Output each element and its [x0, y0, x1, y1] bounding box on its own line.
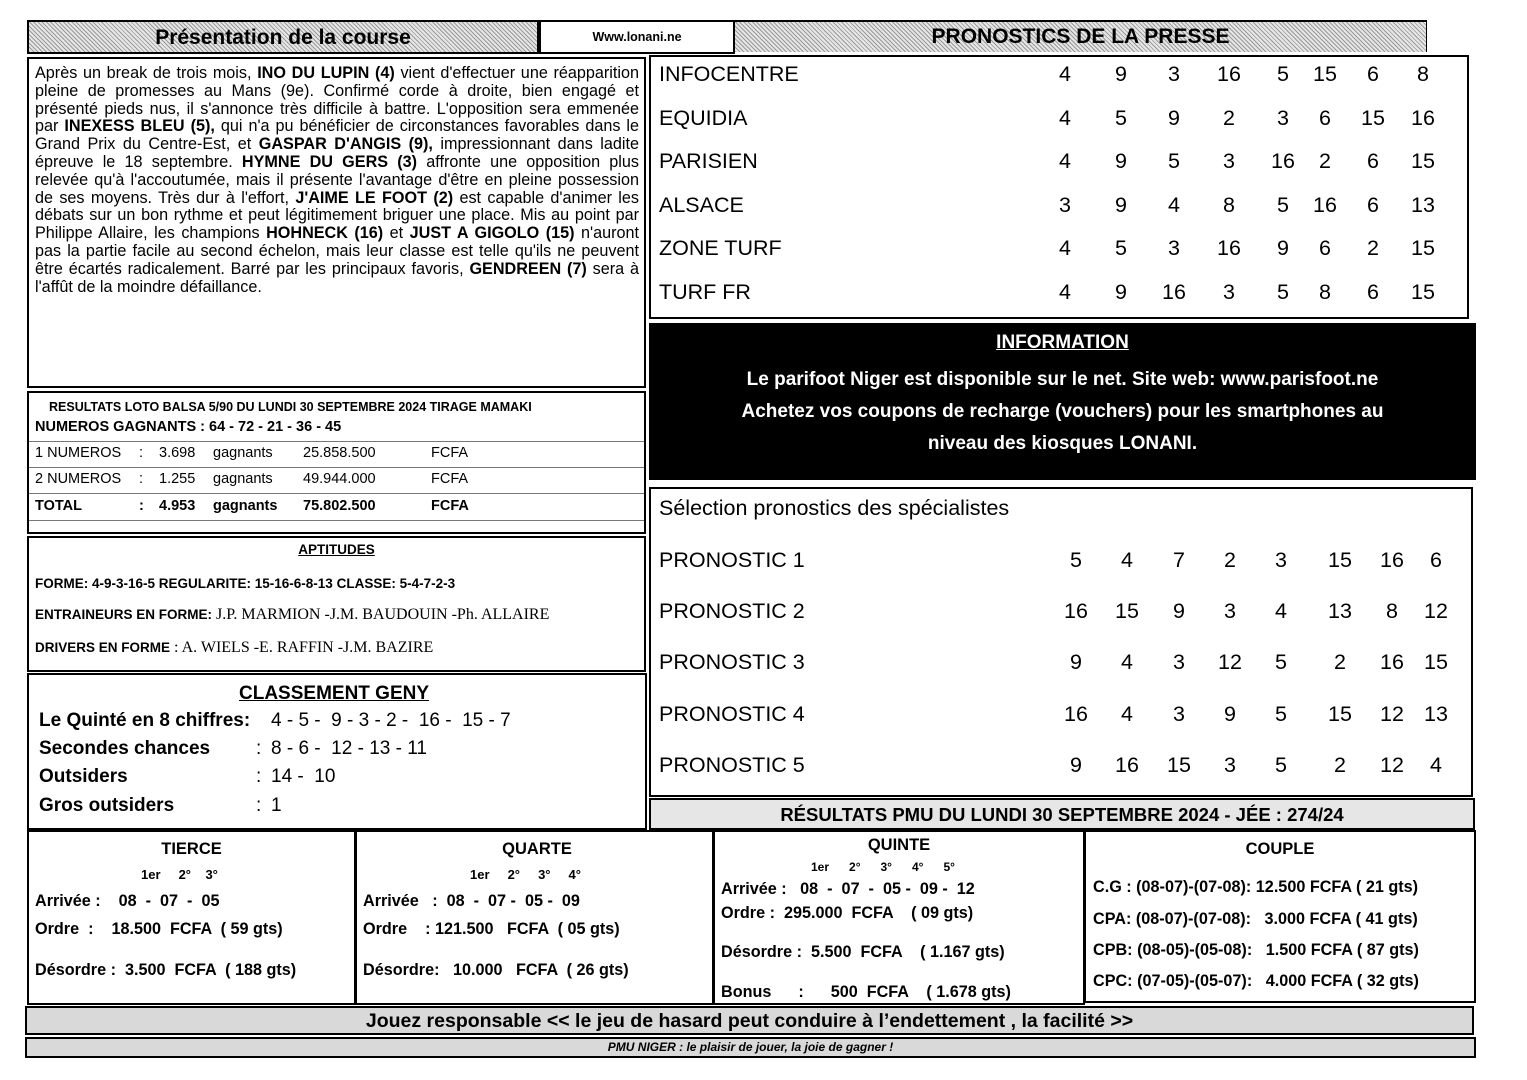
information-line: Achetez vos coupons de recharge (vouchers) pour les smartphones au — [741, 401, 1384, 422]
press-number: 16 — [1271, 149, 1295, 173]
loto-word: gagnants — [213, 445, 273, 461]
loto-row — [35, 445, 635, 465]
quarte-places: 1er 2° 3° 4° — [470, 867, 581, 882]
presentation-text: n'auront pas la partie facile au second échelon, mais leur classe est telle qu'ils ne peuvent être écartés radicalement. Barré par les principaux favoris, — [35, 224, 639, 278]
press-row — [659, 62, 1459, 92]
pronostic-row — [659, 650, 1467, 680]
pronostic-number: 9 — [1070, 753, 1082, 777]
pronostic-number: 15 — [1115, 599, 1139, 623]
presentation-text: qui n'a pu bénéficier de circonstances favorables dans le Grand Prix du Centre-Est, et — [35, 117, 639, 154]
classement-geny-box — [27, 673, 647, 830]
loto-count: 1.255 — [159, 471, 196, 487]
pronostic-number: 12 — [1218, 650, 1242, 674]
loto-label: 1 NUMEROS — [35, 445, 122, 461]
quinte-ordre: Ordre : 295.000 FCFA ( 09 gts) — [721, 904, 974, 922]
pronostic-number: 3 — [1224, 599, 1236, 623]
loto-separator — [29, 467, 644, 468]
pronostic-row — [659, 702, 1467, 732]
loto-count: 3.698 — [159, 445, 196, 461]
pronostic-number: 16 — [1380, 650, 1404, 674]
press-number: 5 — [1115, 236, 1127, 260]
press-number: 9 — [1115, 149, 1127, 173]
press-number: 6 — [1367, 149, 1379, 173]
pmu-results-header: RÉSULTATS PMU DU LUNDI 30 SEPTEMBRE 2024 - JÉE : 274/24 — [649, 798, 1475, 830]
presentation-header — [27, 20, 539, 54]
drivers-label: DRIVERS EN FORME — [35, 640, 171, 655]
loto-winning-numbers: NUMEROS GAGNANTS : 64 - 72 - 21 - 36 - 45 — [35, 419, 342, 435]
geny-label: Outsiders — [39, 766, 128, 787]
geny-colon: : — [256, 738, 262, 759]
loto-cur: FCFA — [431, 498, 469, 514]
pronostic-number: 2 — [1334, 650, 1346, 674]
press-number: 2 — [1223, 106, 1235, 130]
pronostic-number: 4 — [1275, 599, 1287, 623]
press-source-name: ALSACE — [659, 193, 744, 217]
couple-row: CPC: (07-05)-(05-07): 4.000 FCFA ( 32 gts) — [1093, 972, 1419, 990]
press-number: 2 — [1367, 236, 1379, 260]
press-source-name: INFOCENTRE — [659, 62, 799, 86]
geny-value: 8 - 6 - 12 - 13 - 11 — [271, 738, 427, 759]
pronostic-number: 5 — [1275, 753, 1287, 777]
presentation-text: impressionnant dans ladite épreuve le 18 septembre. — [35, 135, 639, 171]
press-row — [659, 106, 1459, 136]
loto-separator — [29, 520, 644, 521]
press-number: 3 — [1168, 236, 1180, 260]
pronostic-row — [659, 599, 1467, 629]
press-number: 9 — [1115, 62, 1127, 86]
press-number: 4 — [1059, 106, 1071, 130]
couple-row: C.G : (08-07)-(07-08): 12.500 FCFA ( 21 gts) — [1093, 878, 1419, 896]
loto-row — [35, 498, 635, 518]
pronostic-number: 2 — [1224, 548, 1236, 572]
pronostic-number: 4 — [1121, 702, 1133, 726]
responsible-gaming-banner: Jouez responsable << le jeu de hasard peut conduire à l’endettement , la facilité >> — [25, 1006, 1474, 1035]
loto-word: gagnants — [213, 498, 278, 514]
drivers-value: : A. WIELS -E. RAFFIN -J.M. BAZIRE — [170, 639, 434, 656]
loto-colon: : — [139, 498, 144, 514]
information-title: INFORMATION — [996, 332, 1129, 353]
pronostic-row — [659, 753, 1467, 783]
pronostic-number: 3 — [1173, 650, 1185, 674]
specialists-pronostics-table — [649, 487, 1473, 797]
geny-value: 1 — [271, 795, 282, 816]
pronostic-number: 12 — [1380, 753, 1404, 777]
press-number: 6 — [1367, 193, 1379, 217]
press-number: 13 — [1411, 193, 1435, 217]
press-number: 4 — [1168, 193, 1180, 217]
press-title: PRONOSTICS DE LA PRESSE — [931, 25, 1230, 48]
pronostic-number: 9 — [1224, 702, 1236, 726]
quinte-arrivee: Arrivée : 08 - 07 - 05 - 09 - 12 — [721, 880, 975, 898]
press-number: 3 — [1223, 149, 1235, 173]
geny-colon: : — [256, 766, 262, 787]
pronostic-number: 16 — [1380, 548, 1404, 572]
loto-count: 4.953 — [159, 498, 196, 514]
press-number: 8 — [1223, 193, 1235, 217]
tierce-box — [27, 830, 356, 1005]
press-number: 9 — [1115, 280, 1127, 304]
press-number: 9 — [1115, 193, 1127, 217]
loto-amount: 75.802.500 — [303, 498, 376, 514]
presentation-paragraph — [35, 65, 639, 296]
press-number: 8 — [1417, 62, 1429, 86]
loto-colon: : — [139, 445, 144, 461]
couple-box — [1084, 830, 1476, 1003]
press-header — [735, 20, 1427, 52]
press-number: 3 — [1168, 62, 1180, 86]
pronostic-number: 4 — [1121, 650, 1133, 674]
geny-colon: : — [256, 795, 262, 816]
press-row — [659, 149, 1459, 179]
pronostic-number: 12 — [1424, 599, 1448, 623]
pronostic-number: 13 — [1424, 702, 1448, 726]
press-number: 16 — [1162, 280, 1186, 304]
entraineurs-label: ENTRAINEURS EN FORME: — [35, 607, 213, 622]
press-number: 4 — [1059, 62, 1071, 86]
geny-label: Le Quinté en 8 chiffres: — [39, 710, 251, 731]
presentation-title: Présentation de la course — [155, 26, 411, 49]
pronostic-number: 5 — [1070, 548, 1082, 572]
quinte-box — [713, 830, 1085, 1005]
presentation-text: affronte une opposition plus relevée qu'à l'accoutumée, mais il présente l'avantage d'être en pleine possession de ses moyens. Très dur à l'effort, — [35, 152, 639, 207]
horse-name: GENDREEN (7) — [469, 259, 587, 278]
quarte-ordre: Ordre : 121.500 FCFA ( 05 gts) — [363, 920, 620, 938]
press-number: 2 — [1319, 149, 1331, 173]
loto-row — [35, 471, 635, 491]
pronostic-number: 16 — [1115, 753, 1139, 777]
presentation-text: est capable d'animer les débats sur un bon rythme et peut légitimement briguer une place. Mis au point par Philippe Allaire, les champions — [35, 188, 639, 243]
pronostic-name: PRONOSTIC 1 — [659, 548, 805, 572]
pronostic-number: 7 — [1173, 548, 1185, 572]
pronostic-name: PRONOSTIC 2 — [659, 599, 805, 623]
press-number: 15 — [1411, 280, 1435, 304]
loto-amount: 25.858.500 — [303, 445, 376, 461]
website-box — [539, 20, 735, 54]
press-number: 3 — [1277, 106, 1289, 130]
aptitudes-drivers — [35, 639, 433, 657]
loto-separator — [29, 441, 644, 442]
loto-label: TOTAL — [35, 498, 82, 514]
pronostic-number: 4 — [1430, 753, 1442, 777]
press-number: 6 — [1319, 236, 1331, 260]
press-row — [659, 280, 1459, 310]
pronostic-number: 16 — [1064, 599, 1088, 623]
loto-separator — [29, 493, 644, 494]
press-row — [659, 236, 1459, 266]
press-number: 3 — [1059, 193, 1071, 217]
pronostic-number: 12 — [1380, 702, 1404, 726]
press-number: 5 — [1277, 193, 1289, 217]
horse-name: INO DU LUPIN (4) — [257, 64, 395, 82]
pronostic-name: PRONOSTIC 4 — [659, 702, 805, 726]
loto-colon: : — [139, 471, 144, 487]
pronostic-number: 3 — [1275, 548, 1287, 572]
press-number: 5 — [1115, 106, 1127, 130]
press-number: 15 — [1411, 149, 1435, 173]
loto-cur: FCFA — [431, 445, 469, 461]
quarte-arrivee: Arrivée : 08 - 07 - 05 - 09 — [363, 892, 580, 910]
pronostic-number: 2 — [1334, 753, 1346, 777]
press-source-name: PARISIEN — [659, 149, 758, 173]
presentation-text: et — [383, 224, 410, 243]
pronostic-number: 15 — [1167, 753, 1191, 777]
geny-value: 14 - 10 — [271, 766, 336, 787]
presentation-text-box — [27, 57, 646, 388]
pronostic-number: 15 — [1424, 650, 1448, 674]
loto-cur: FCFA — [431, 471, 469, 487]
loto-results-box — [27, 391, 646, 534]
press-number: 6 — [1367, 280, 1379, 304]
press-number: 8 — [1319, 280, 1331, 304]
information-line: niveau des kiosques LONANI. — [927, 433, 1198, 454]
geny-label: Gros outsiders — [39, 795, 175, 816]
press-number: 4 — [1059, 236, 1071, 260]
pmu-slogan: PMU NIGER : le plaisir de jouer, la joie de gagner ! — [25, 1037, 1476, 1058]
horse-name: JUST A GIGOLO (15) — [409, 224, 575, 243]
pronostic-number: 15 — [1328, 548, 1352, 572]
press-number: 5 — [1277, 62, 1289, 86]
quinte-title: QUINTE — [867, 836, 931, 854]
press-source-name: ZONE TURF — [659, 236, 782, 260]
couple-title: COUPLE — [1245, 840, 1315, 858]
quarte-title: QUARTE — [502, 840, 572, 858]
press-number: 15 — [1411, 236, 1435, 260]
press-number: 9 — [1277, 236, 1289, 260]
loto-title: RESULTATS LOTO BALSA 5/90 DU LUNDI 30 SEPTEMBRE 2024 TIRAGE MAMAKI — [49, 400, 532, 414]
pronostic-number: 13 — [1328, 599, 1352, 623]
couple-row: CPA: (08-07)-(07-08): 3.000 FCFA ( 41 gts) — [1093, 910, 1418, 928]
press-number: 15 — [1361, 106, 1385, 130]
aptitudes-box — [27, 536, 646, 672]
presentation-text: Après un break de trois mois, — [35, 64, 258, 82]
information-line: Le parifoot Niger est disponible sur le net. Site web: www.parisfoot.ne — [746, 369, 1379, 390]
geny-row — [39, 766, 639, 792]
loto-amount: 49.944.000 — [303, 471, 376, 487]
loto-word: gagnants — [213, 471, 273, 487]
press-number: 4 — [1059, 280, 1071, 304]
specialists-title: Sélection pronostics des spécialistes — [659, 496, 1010, 520]
geny-label: Secondes chances — [39, 738, 211, 759]
press-number: 3 — [1223, 280, 1235, 304]
horse-name: HYMNE DU GERS (3) — [241, 152, 418, 171]
press-number: 16 — [1411, 106, 1435, 130]
press-number: 6 — [1319, 106, 1331, 130]
press-number: 16 — [1217, 62, 1241, 86]
aptitudes-entraineurs — [35, 606, 549, 624]
pronostic-number: 5 — [1275, 650, 1287, 674]
information-block — [649, 323, 1476, 480]
pronostic-number: 16 — [1064, 702, 1088, 726]
horse-name: HOHNECK (16) — [266, 224, 384, 243]
aptitudes-title: APTITUDES — [298, 542, 375, 557]
pronostic-number: 8 — [1386, 599, 1398, 623]
press-number: 5 — [1168, 149, 1180, 173]
pronostic-number: 9 — [1173, 599, 1185, 623]
pronostic-number: 9 — [1070, 650, 1082, 674]
website-link[interactable]: Www.lonani.ne — [592, 30, 682, 44]
quinte-places: 1er 2° 3° 4° 5° — [811, 860, 955, 874]
tierce-title: TIERCE — [161, 840, 222, 858]
tierce-places: 1er 2° 3° — [141, 867, 218, 882]
tierce-ordre: Ordre : 18.500 FCFA ( 59 gts) — [35, 920, 283, 938]
horse-name: GASPAR D'ANGIS (9), — [258, 135, 433, 154]
pronostic-number: 3 — [1173, 702, 1185, 726]
presentation-text: vient d'effectuer une réapparition pleine de promesses au Mans (9e). Confirmé corde à droite, bien engagé et présenté pieds nus, il s'annonce très difficile à battre. L'opposition sera emmenée par — [35, 64, 639, 136]
pronostic-row — [659, 548, 1467, 578]
press-pronostics-table — [649, 55, 1469, 319]
tierce-arrivee: Arrivée : 08 - 07 - 05 — [35, 892, 220, 910]
press-number: 15 — [1313, 62, 1337, 86]
aptitudes-forme: FORME: 4-9-3-16-5 REGULARITE: 15-16-6-8-13 CLASSE: 5-4-7-2-3 — [35, 576, 456, 591]
pronostic-number: 4 — [1121, 548, 1133, 572]
pronostic-name: PRONOSTIC 5 — [659, 753, 805, 777]
pronostic-number: 6 — [1430, 548, 1442, 572]
quarte-desordre: Désordre: 10.000 FCFA ( 26 gts) — [363, 961, 629, 979]
quinte-bonus: Bonus : 500 FCFA ( 1.678 gts) — [721, 983, 1011, 1001]
geny-row — [39, 795, 639, 821]
horse-name: INEXESS BLEU (5), — [64, 117, 215, 136]
press-number: 16 — [1313, 193, 1337, 217]
pronostic-number: 15 — [1328, 702, 1352, 726]
pronostic-number: 3 — [1224, 753, 1236, 777]
press-source-name: EQUIDIA — [659, 106, 748, 130]
pronostic-name: PRONOSTIC 3 — [659, 650, 805, 674]
geny-value: 4 - 5 - 9 - 3 - 2 - 16 - 15 - 7 — [271, 710, 511, 731]
press-number: 16 — [1217, 236, 1241, 260]
quarte-box — [355, 830, 714, 1005]
horse-name: J'AIME LE FOOT (2) — [295, 188, 454, 207]
geny-row — [39, 738, 639, 764]
quinte-desordre: Désordre : 5.500 FCFA ( 1.167 gts) — [721, 943, 1005, 961]
press-number: 5 — [1277, 280, 1289, 304]
presentation-text: sera à l'affût de la moindre défaillance. — [35, 259, 639, 296]
press-number: 6 — [1367, 62, 1379, 86]
tierce-desordre: Désordre : 3.500 FCFA ( 188 gts) — [35, 961, 297, 979]
pronostic-number: 5 — [1275, 702, 1287, 726]
press-number: 9 — [1168, 106, 1180, 130]
entraineurs-value: J.P. MARMION -J.M. BAUDOUIN -Ph. ALLAIRE — [212, 606, 550, 623]
geny-title: CLASSEMENT GENY — [239, 683, 430, 704]
press-source-name: TURF FR — [659, 280, 751, 304]
press-row — [659, 193, 1459, 223]
geny-row — [39, 710, 639, 736]
press-number: 4 — [1059, 149, 1071, 173]
couple-row: CPB: (08-05)-(05-08): 1.500 FCFA ( 87 gts) — [1093, 941, 1419, 959]
loto-label: 2 NUMEROS — [35, 471, 122, 487]
